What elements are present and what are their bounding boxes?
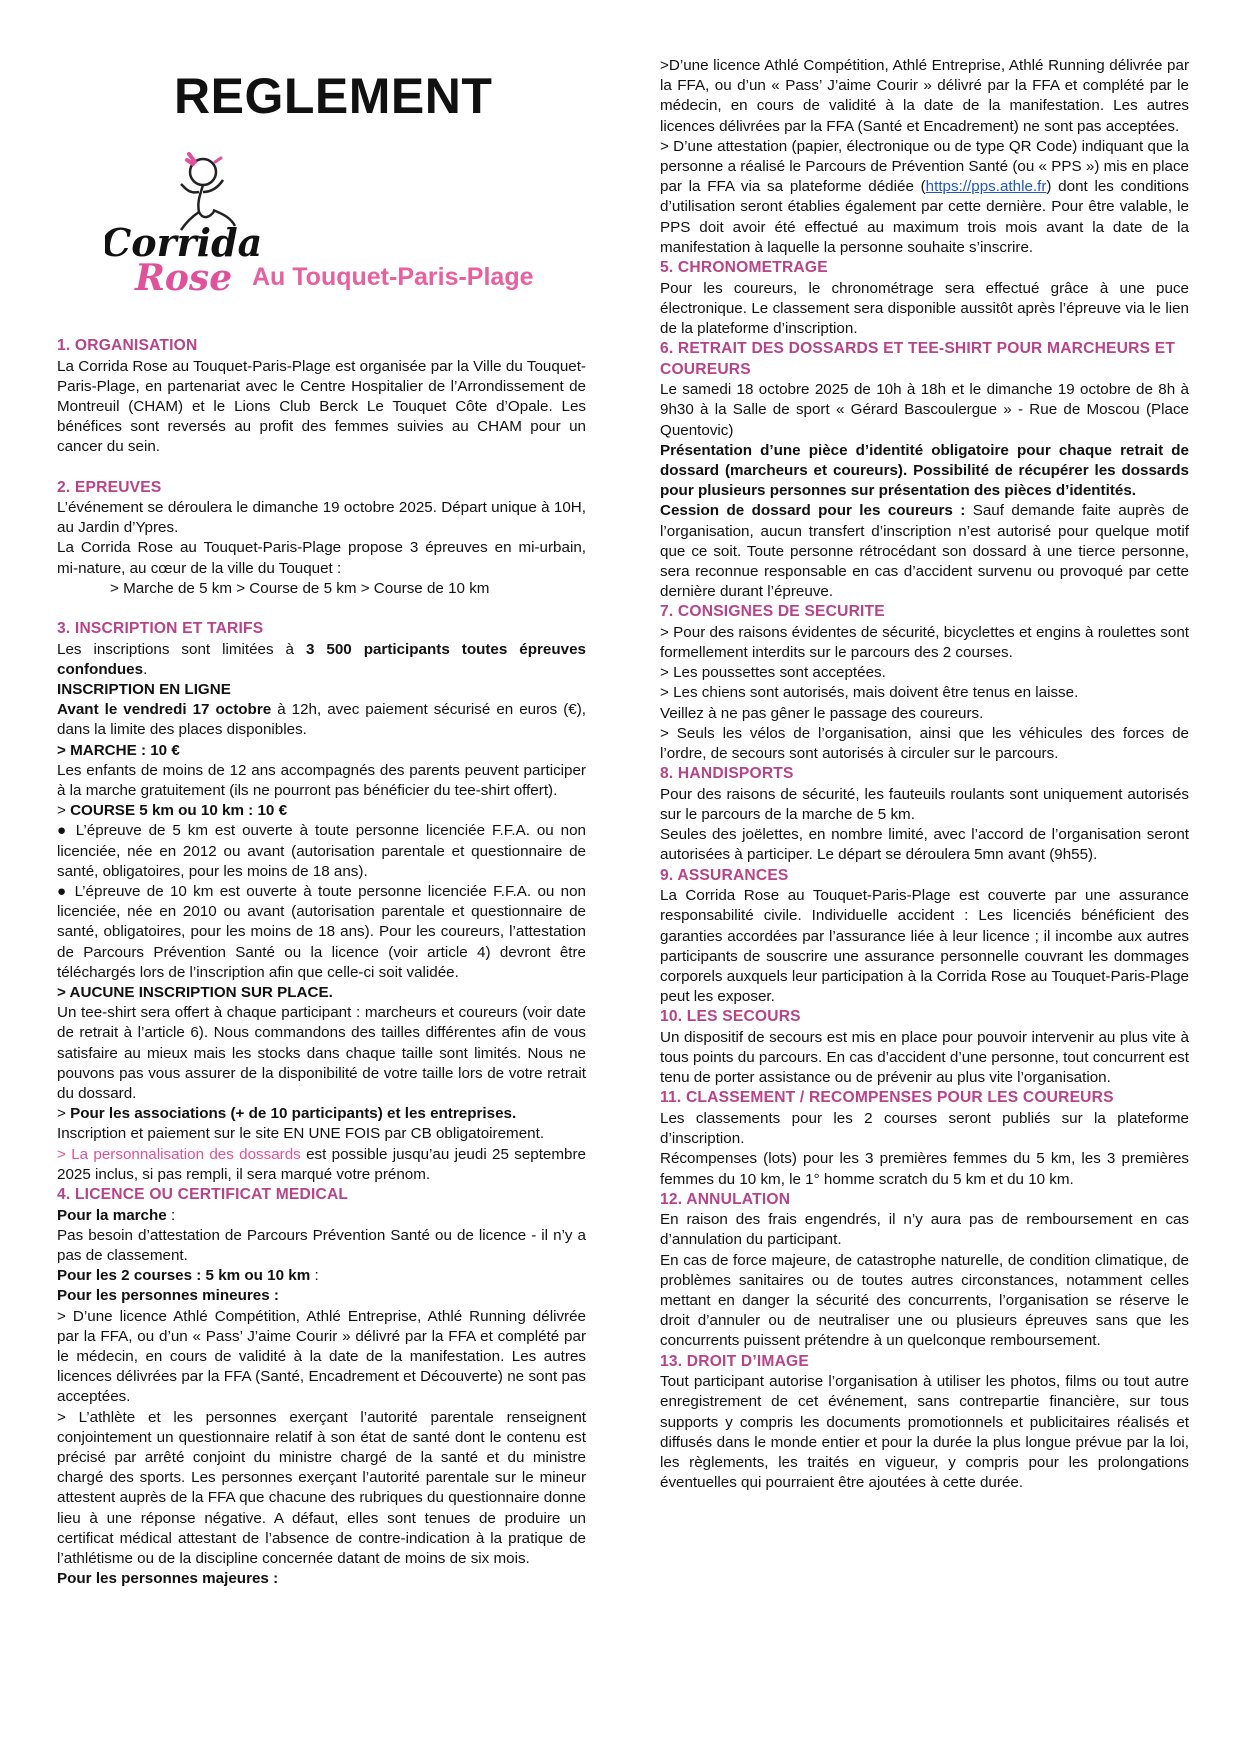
section-text: La Corrida Rose au Touquet-Paris-Plage est couverte par une assurance responsabilité civile. Individuelle accident : Les licenciés bénéficient des garanties accordées par l’assurance liée à leur licence ; il incombe aux autres participants de souscrire une assurance personnelle couvrant les dommages corporels auxquels leur participation à la Corrida Rose au Touquet-Paris-Plage peut les exposer. — [660, 887, 1189, 1006]
section-heading: 8. HANDISPORTS — [660, 765, 794, 783]
section-heading: 3. INSCRIPTION ET TARIFS — [57, 620, 264, 638]
section-text: En raison des frais engendrés, il n’y aura pas de remboursement en cas d’annulation du participant. — [660, 1211, 1189, 1249]
section-text: Inscription et paiement sur le site EN UNE FOIS par CB obligatoirement. — [57, 1125, 545, 1143]
section-text: Veillez à ne pas gêner le passage des coureurs. — [660, 704, 984, 722]
section-text: Avant le vendredi 17 octobre à 12h, avec paiement sécurisé en euros (€), dans la limite des places disponibles. — [57, 701, 586, 739]
corrida-rose-logo — [105, 150, 275, 300]
subheading: Pour les 2 courses : 5 km ou 10 km : — [57, 1267, 319, 1285]
section-text: Tout participant autorise l’organisation à utiliser les photos, films ou tout autre enregistrement de cet événement, sans contrepartie financière, sur tous supports y compris les documents promotionnels et publicitaires réalisés et diffusés dans le monde entier et pour la durée la plus longue prévue par la loi, les règlements, les traités en vigueur, y compris pour les prolongations éventuelles qui pourraient être ajoutées à cette durée. — [660, 1373, 1189, 1492]
subheading: > COURSE 5 km ou 10 km : 10 € — [57, 802, 288, 820]
section-text: Un tee-shirt sera offert à chaque participant : marcheurs et coureurs (voir date de retrait à l’article 6). Nous commandons des tailles différentes afin de vous satisfaire au mieux mais les stocks dans chaque taille sont limités. Nous ne pouvons pas vous assurer de la disponibilité de votre taille lors de votre retrait du dossard. — [57, 1004, 586, 1102]
section-text: > La personnalisation des dossards est possible jusqu’au jeudi 25 septembre 2025 inclus, si pas rempli, il sera marqué votre prénom. — [57, 1145, 586, 1183]
section-text: > L’athlète et les personnes exerçant l’autorité parentale renseignent conjointement un questionnaire relatif à son état de santé dont le contenu est précisé par arrêté conjoint du ministre chargé de la santé et du ministre chargé des sports. Les personnes exerçant l’autorité parentale sur le mineur attestent auprès de la FFA que chacune des rubriques du questionnaire donne lieu à une réponse négative. A défaut, elles sont tenues de produire un certificat médical attestant de l’absence de contre-indication à la pratique de l’athlétisme ou de la discipline concernée datant de moins de six mois. — [57, 1408, 586, 1567]
section-text: En cas de force majeure, de catastrophe naturelle, de condition climatique, de problèmes sanitaires ou de toutes autres circonstances, notamment celles mettant en danger la sécurité des concurrents, l’organisation se réserve le droit d’annuler ou de neutraliser une ou plusieurs épreuves sans que les concurrents puissent prétendre à un quelconque remboursement. — [660, 1251, 1189, 1350]
section-text: ● L’épreuve de 10 km est ouverte à toute personne licenciée F.F.A. ou non licenciée, née en 2010 ou avant (autorisation parentale et questionnaire de santé, obligatoires, pour les moins de 18 ans). Pour les coureurs, l’attestation de Parcours Prévention Santé ou la licence (voir article 4) devront être téléchargés lors de l’inscription afin que celle-ci soit validée. — [57, 882, 586, 981]
section-text: > D’une attestation (papier, électronique ou de type QR Code) indiquant que la personne a réalisé le Parcours de Prévention Santé (ou « PPS ») mis en place par la FFA via sa plateforme dédiée (https://pps.athle.fr) dont les conditions d’utilisation seront établies également par cette dernière. Pour être valable, le PPS doit avoir été effectué au maximum trois mois avant la date de la manifestation à laquelle la personne souhaite s’inscrire. — [660, 137, 1189, 256]
subheading: INSCRIPTION EN LIGNE — [57, 680, 231, 698]
section-text: ● L’épreuve de 5 km est ouverte à toute personne licenciée F.F.A. ou non licenciée, née en 2012 ou avant (autorisation parentale et questionnaire de santé, obligatoires, pour les moins de 18 ans). — [57, 822, 586, 880]
subheading: Pour la marche : — [57, 1206, 176, 1224]
section-text: Seules des joëlettes, en nombre limité, avec l’accord de l’organisation seront autorisées à participer. Le départ se déroulera 5mn avant (9h55). — [660, 826, 1189, 864]
logo-subtitle: Au Touquet-Paris-Plage — [252, 263, 534, 291]
left-column — [57, 336, 586, 1589]
section-text: > Marche de 5 km > Course de 5 km > Course de 10 km — [110, 579, 490, 597]
section-text: > Pour des raisons évidentes de sécurité, bicyclettes et engins à roulettes sont formellement interdits sur le parcours des 2 courses. — [660, 623, 1189, 662]
section-text: Pour des raisons de sécurité, les fauteuils roulants sont uniquement autorisés sur le parcours de la marche de 5 km. — [660, 785, 1189, 823]
section-heading: 12. ANNULATION — [660, 1190, 791, 1208]
section-text: L’événement se déroulera le dimanche 19 octobre 2025. Départ unique à 10H, au Jardin d’Ypres. — [57, 499, 586, 537]
section-text: Les enfants de moins de 12 ans accompagnés des parents peuvent participer à la marche gratuitement (ils ne pourront pas bénéficier du tee-shirt offert). — [57, 761, 586, 799]
section-text: > Pour les associations (+ de 10 participants) et les entreprises. — [57, 1105, 517, 1123]
section-text: > Les poussettes sont acceptées. — [660, 664, 886, 682]
subheading: > AUCUNE INSCRIPTION SUR PLACE. — [57, 983, 333, 1001]
section-text: Le samedi 18 octobre 2025 de 10h à 18h et le dimanche 19 octobre de 8h à 9h30 à la Salle de sport « Gérard Bascoulergue » - Rue de Moscou (Place Quentovic) — [660, 381, 1189, 439]
section-text: > Les chiens sont autorisés, mais doivent être tenus en laisse. — [660, 684, 1079, 702]
section-text: >D’une licence Athlé Compétition, Athlé Entreprise, Athlé Running délivrée par la FFA, ou d’un « Pass’ J’aime Courir » délivré par la FFA et complété par le médecin, en cours de validité à la date de la manifestation. Les autres licences délivrées par la FFA (Santé et Encadrement) ne sont pas acceptées. — [660, 57, 1189, 135]
section-heading: 9. ASSURANCES — [660, 866, 789, 884]
section-heading: 10. LES SECOURS — [660, 1008, 801, 1026]
section-text: Les inscriptions sont limitées à 3 500 participants toutes épreuves confondues. — [57, 640, 586, 678]
section-text: Pour les coureurs, le chronométrage sera effectué grâce à une puce électronique. Le classement sera disponible aussitôt après l’épreuve via le lien de la plateforme d’inscription. — [660, 279, 1189, 337]
subheading: > MARCHE : 10 € — [57, 741, 180, 759]
section-heading: 5. CHRONOMETRAGE — [660, 259, 828, 277]
section-text: Un dispositif de secours est mis en place pour pouvoir intervenir au plus vite à tous points du parcours. En cas d’accident d’une personne, tout concurrent est tenu de porter assistance ou de prévenir au plus vite l’organisation. — [660, 1028, 1189, 1087]
section-heading: 11. CLASSEMENT / RECOMPENSES POUR LES COUREURS — [660, 1089, 1114, 1107]
section-heading: 13. DROIT D’IMAGE — [660, 1352, 809, 1370]
section-text: La Corrida Rose au Touquet-Paris-Plage propose 3 épreuves en mi-urbain, mi-nature, au cœur de la ville du Touquet : — [57, 539, 586, 577]
section-heading: 6. RETRAIT DES DOSSARDS ET TEE-SHIRT POUR MARCHEURS ET COUREURS — [660, 340, 1176, 378]
section-text: Pas besoin d’attestation de Parcours Prévention Santé ou de licence - il n’y a pas de classement. — [57, 1226, 586, 1264]
right-column — [660, 56, 1189, 1493]
subheading: Pour les personnes mineures : — [57, 1287, 279, 1305]
svg-text:Corrida: Corrida — [105, 220, 263, 265]
section-text: Récompenses (lots) pour les 3 premières femmes du 5 km, les 3 premières femmes du 10 km, le 1° homme scratch du 5 km et du 10 km. — [660, 1150, 1189, 1188]
section-text: > D’une licence Athlé Compétition, Athlé Entreprise, Athlé Running délivrée par la FFA, ou d’un « Pass’ J’aime Courir » délivré par la FFA et complété par le médecin, en cours de validité à la date de la manifestation. Les autres licences délivrées par la FFA (Santé, Encadrement et Découverte) ne sont pas acceptées. — [57, 1307, 586, 1406]
section-heading: 4. LICENCE OU CERTIFICAT MEDICAL — [57, 1186, 349, 1204]
subheading: Pour les personnes majeures : — [57, 1570, 279, 1588]
page-title: REGLEMENT — [174, 68, 493, 124]
svg-text:Rose: Rose — [135, 257, 233, 299]
section-text: Les classements pour les 2 courses seront publiés sur la plateforme d’inscription. — [660, 1109, 1189, 1148]
pps-link[interactable]: https://pps.athle.fr — [925, 178, 1047, 196]
section-text: Cession de dossard pour les coureurs : Sauf demande faite auprès de l’organisation, aucun transfert d’inscription n’est autorisé pour quelque motif que ce soit. Toute personne rétrocédant son dossard à une tierce personne, sera reconnue responsable en cas d’accident survenu ou provoqué par cette dernière durant l’épreuve. — [660, 502, 1189, 601]
section-text: La Corrida Rose au Touquet-Paris-Plage est organisée par la Ville du Touquet-Paris-Plage, en partenariat avec le Centre Hospitalier de l’Arrondissement de Montreuil (CHAM) et le Lions Club Berck Le Touquet Côte d’Opale. Les bénéfices sont reversés au profit des femmes suivies au CHAM pour un cancer du sein. — [57, 357, 586, 456]
section-text: > Seuls les vélos de l’organisation, ainsi que les véhicules des forces de l’ordre, de secours sont autorisés à circuler sur le parcours. — [660, 724, 1189, 763]
section-heading: 2. EPREUVES — [57, 478, 162, 496]
section-text: Présentation d’une pièce d’identité obligatoire pour chaque retrait de dossard (marcheurs et coureurs). Possibilité de récupérer les dossards pour plusieurs personnes sur présentation des pièces d’identités. — [660, 441, 1189, 500]
section-heading: 1. ORGANISATION — [57, 337, 198, 354]
section-heading: 7. CONSIGNES DE SECURITE — [660, 603, 885, 621]
